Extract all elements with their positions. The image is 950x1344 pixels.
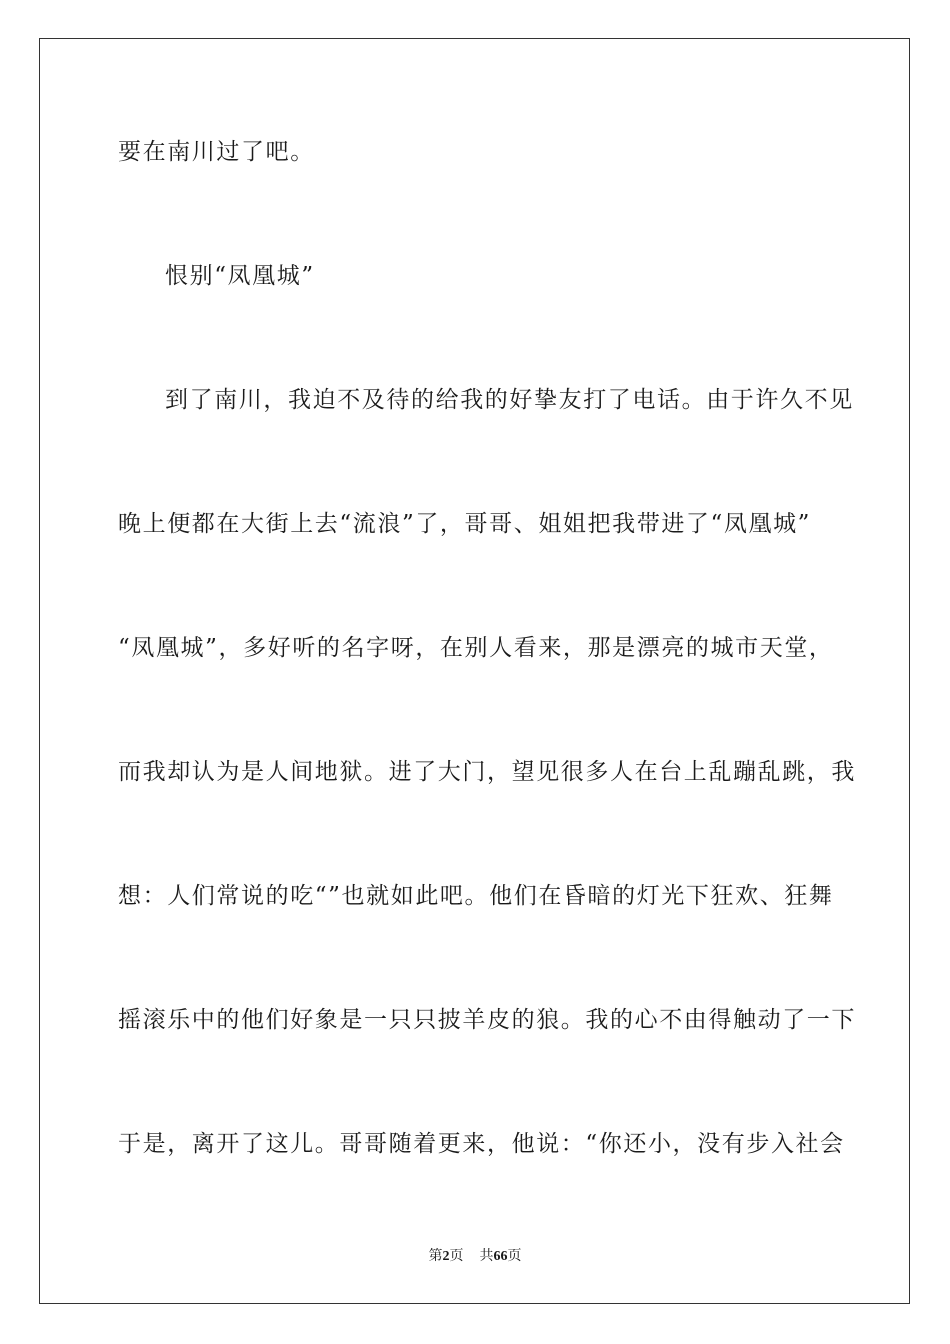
text-line: 于是，离开了这儿。哥哥随着更来，他说：“你还小，没有步入社会 (118, 1131, 845, 1157)
page-number: 2 (442, 1249, 450, 1264)
page-suffix: 页 (449, 1248, 464, 1264)
section-heading: 恨别“凤凰城” (165, 263, 315, 289)
text-line: “凤凰城”，多好听的名字呀，在别人看来，那是漂亮的城市天堂， (118, 635, 834, 661)
total-pages: 66 (493, 1249, 508, 1264)
page-border (39, 38, 910, 1304)
text-line: 摇滚乐中的他们好象是一只只披羊皮的狼。我的心不由得触动了一下 (118, 1007, 856, 1033)
total-prefix: 共 (479, 1248, 494, 1264)
text-line: 要在南川过了吧。 (118, 139, 315, 165)
text-line: 想：人们常说的吃“”也就如此吧。他们在昏暗的灯光下狂欢、狂舞 (118, 883, 834, 909)
text-line: 到了南川，我迫不及待的给我的好挚友打了电话。由于许久不见 (165, 387, 854, 413)
text-line: 晚上便都在大街上去“流浪”了，哥哥、姐姐把我带进了“凤凰城” (118, 511, 812, 537)
page-prefix: 第 (428, 1248, 443, 1264)
page-footer (0, 1247, 950, 1266)
total-suffix: 页 (507, 1248, 522, 1264)
text-line: 而我却认为是人间地狱。进了大门，望见很多人在台上乱蹦乱跳，我 (118, 759, 856, 785)
